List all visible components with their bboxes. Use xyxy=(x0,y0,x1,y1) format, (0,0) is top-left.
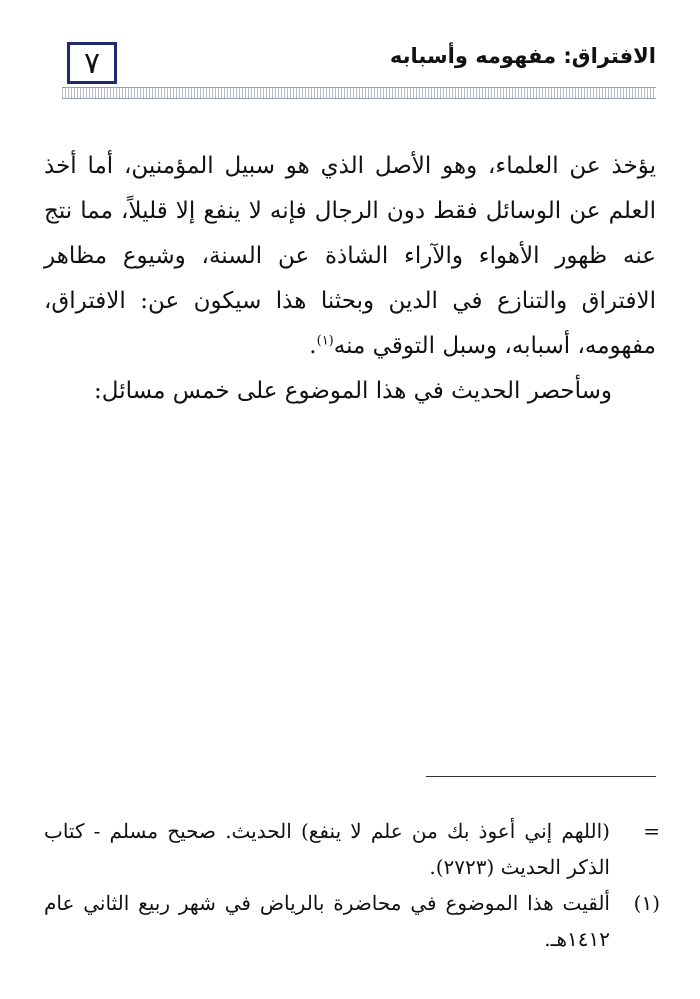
footnote-separator xyxy=(426,776,656,777)
paragraph-1-end: . xyxy=(309,333,317,359)
footnote-text: (اللهم إني أعوذ بك من علم لا ينفع) الحديث. صحيح مسلم - كتاب الذكر الحديث (٢٧٢٣). xyxy=(44,819,610,879)
paragraph-1 xyxy=(44,144,656,369)
footnote-marker: (١) xyxy=(633,891,660,915)
main-text xyxy=(44,144,656,414)
footnotes xyxy=(44,813,660,957)
paragraph-1-text: يؤخذ عن العلماء، وهو الأصل الذي هو سبيل المؤمنين، أما أخذ العلم عن الوسائل فقط دون الرجال فإنه لا ينفع إلا قليلاً، مما نتج عنه ظهور الأهواء والآراء الشاذة عن السنة، وشيوع مظاهر الافتراق والتنازع في الدين وبحثنا هذا سيكون عن: الافتراق، مفهومه، أسبابه، وسبل التوقي منه xyxy=(44,153,656,359)
page-number-box xyxy=(67,42,117,84)
footnote-marker: = xyxy=(643,819,660,843)
footnote-reference: (١) xyxy=(316,333,334,349)
running-header-title: الافتراق: مفهومه وأسبابه xyxy=(389,44,656,68)
page-number: ٧ xyxy=(83,45,101,81)
footnote-1 xyxy=(44,885,660,957)
paragraph-2: وسأحصر الحديث في هذا الموضوع على خمس مسائل: xyxy=(94,378,612,404)
footnote-continuation xyxy=(44,813,660,885)
header-divider xyxy=(62,87,656,99)
footnote-text: ألقيت هذا الموضوع في محاضرة بالرياض في شهر ربيع الثاني عام ١٤١٢هـ. xyxy=(44,891,610,951)
